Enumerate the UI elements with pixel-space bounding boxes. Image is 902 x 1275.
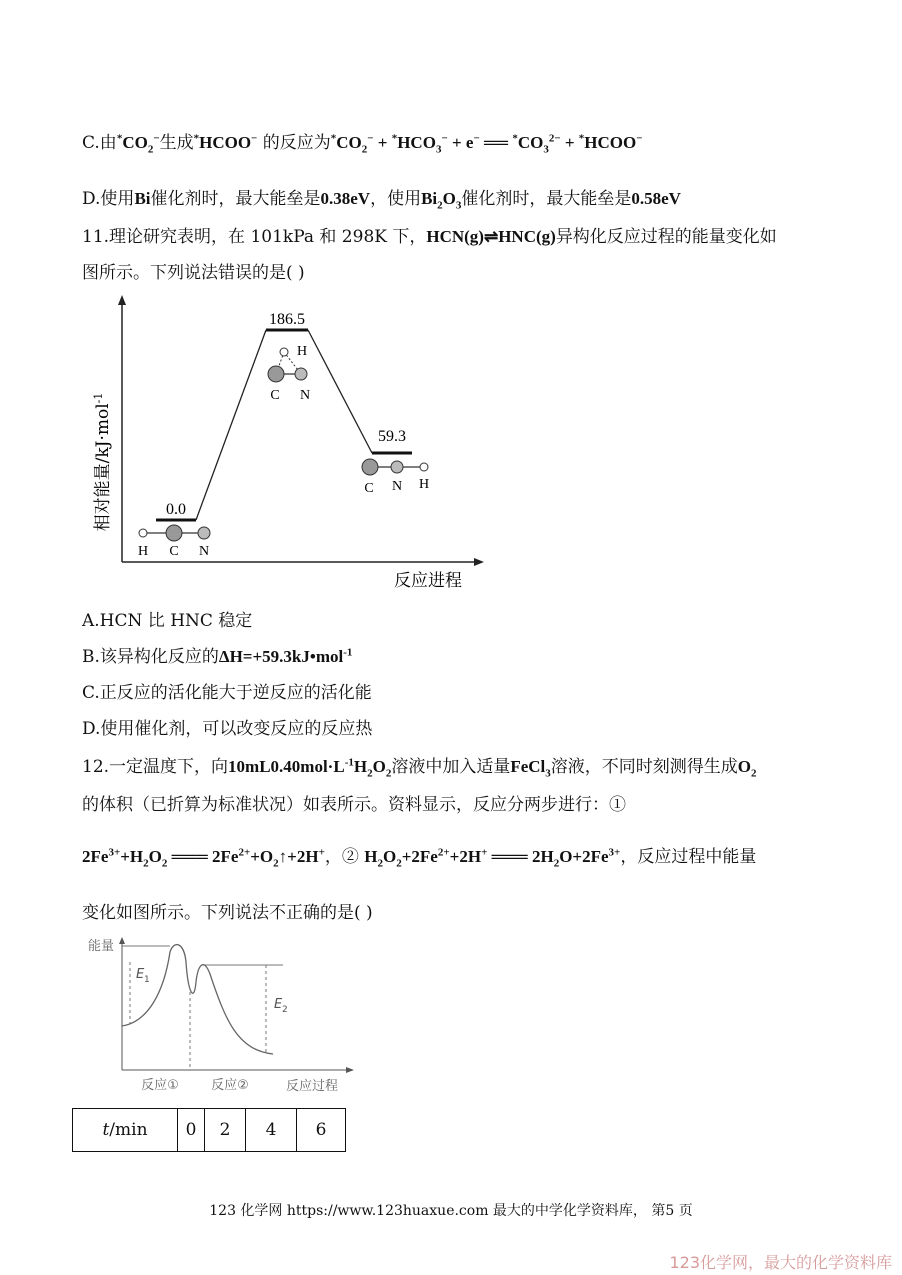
svg-text:H: H (418, 477, 430, 492)
svg-text:H: H (137, 544, 149, 559)
svg-text:C: C (169, 544, 179, 559)
table-cell: 6 (297, 1109, 346, 1152)
level-0-label: 0.0 (166, 501, 186, 518)
svg-text:E: E (136, 967, 145, 982)
level-ts-label: 186.5 (269, 311, 305, 328)
q11-option-c: C.正反应的活化能大于逆反应的活化能 (82, 683, 372, 703)
page-footer: 123 化学网 https://www.123huaxue.com 最大的中学化学资料库， 第5 页 (209, 1203, 693, 1219)
svg-text:2: 2 (282, 1005, 288, 1015)
x-axis-label: 反应进程 (394, 571, 462, 591)
option-d: D.使用Bi催化剂时，最大能垒是0.38eV，使用$Bi_2O_3$催化剂时，最大能垒是0.58eV (82, 189, 681, 212)
svg-text:C: C (270, 388, 280, 403)
svg-text:反应过程: 反应过程 (285, 1079, 339, 1094)
table-cell: 4 (246, 1109, 297, 1152)
svg-text:反应②: 反应② (211, 1078, 249, 1093)
svg-text:N: N (198, 544, 210, 559)
svg-text:反应①: 反应① (141, 1078, 179, 1093)
y-axis-label: 相对能量/kJ·mol$^{-1}$ (92, 392, 113, 532)
energy-diagram-hcn (80, 292, 500, 592)
table-cell: 2 (205, 1109, 246, 1152)
svg-text:1: 1 (144, 975, 150, 985)
watermark: 123化学网，最大的化学资料库 (669, 1253, 892, 1272)
q11-stem-line1: 11.理论研究表明，在 101kPa 和 298K 下，HCN(g)⇌HNC(g)异构化反应过程的能量变化如 (82, 227, 777, 247)
q12-stem-line1: 12.一定温度下，向$10mL0.40mol\cdot L^{-1}H_2O_2$溶液中加入适量FeCl$_3$溶液，不同时刻测得生成$O_2$ (82, 756, 757, 780)
q12-stem-line3: 变化如图所示。下列说法不正确的是( ) (82, 903, 373, 923)
energy-diagram-h2o2 (78, 932, 378, 1102)
fig2-ylabel: 能量 (88, 939, 115, 954)
option-c: C.由$^*CO_2^-$生成*HCOO− 的反应为$^*CO_2^- + ^*HCO_3^- + e^-$ ══ $^*CO_3^{2-}$ + *HCOO− (82, 132, 643, 156)
q11-option-a: A.HCN 比 HNC 稳定 (82, 611, 253, 631)
q11-stem-line2: 图所示。下列说法错误的是( ) (82, 263, 305, 283)
q12-stem-line2: 的体积（已折算为标准状况）如表所示。资料显示，反应分两步进行：① (82, 795, 626, 815)
svg-text:N: N (299, 388, 311, 403)
svg-text:N: N (391, 479, 403, 494)
o2-volume-table (72, 1108, 346, 1152)
q12-equations: $2Fe^{3+}+H_2O_2$ ═══ $2Fe^{2+}+O_2↑+2H^+$，② $H_2O_2+2Fe^{2+}+2H^+$ ═══ $2H_2O+2Fe^{3+}$，反应过程中能量 (82, 846, 757, 870)
q11-option-b: B.该异构化反应的ΔH=+59.3kJ•mol$^{-1}$ (82, 646, 353, 667)
svg-text:C: C (364, 481, 374, 496)
svg-text:E: E (274, 997, 283, 1012)
svg-text:H: H (296, 344, 308, 359)
q11-option-d: D.使用催化剂，可以改变反应的反应热 (82, 719, 373, 739)
table-cell: 0 (178, 1109, 205, 1152)
level-hnc-label: 59.3 (378, 428, 406, 445)
table-header-cell: t/min (73, 1109, 178, 1152)
